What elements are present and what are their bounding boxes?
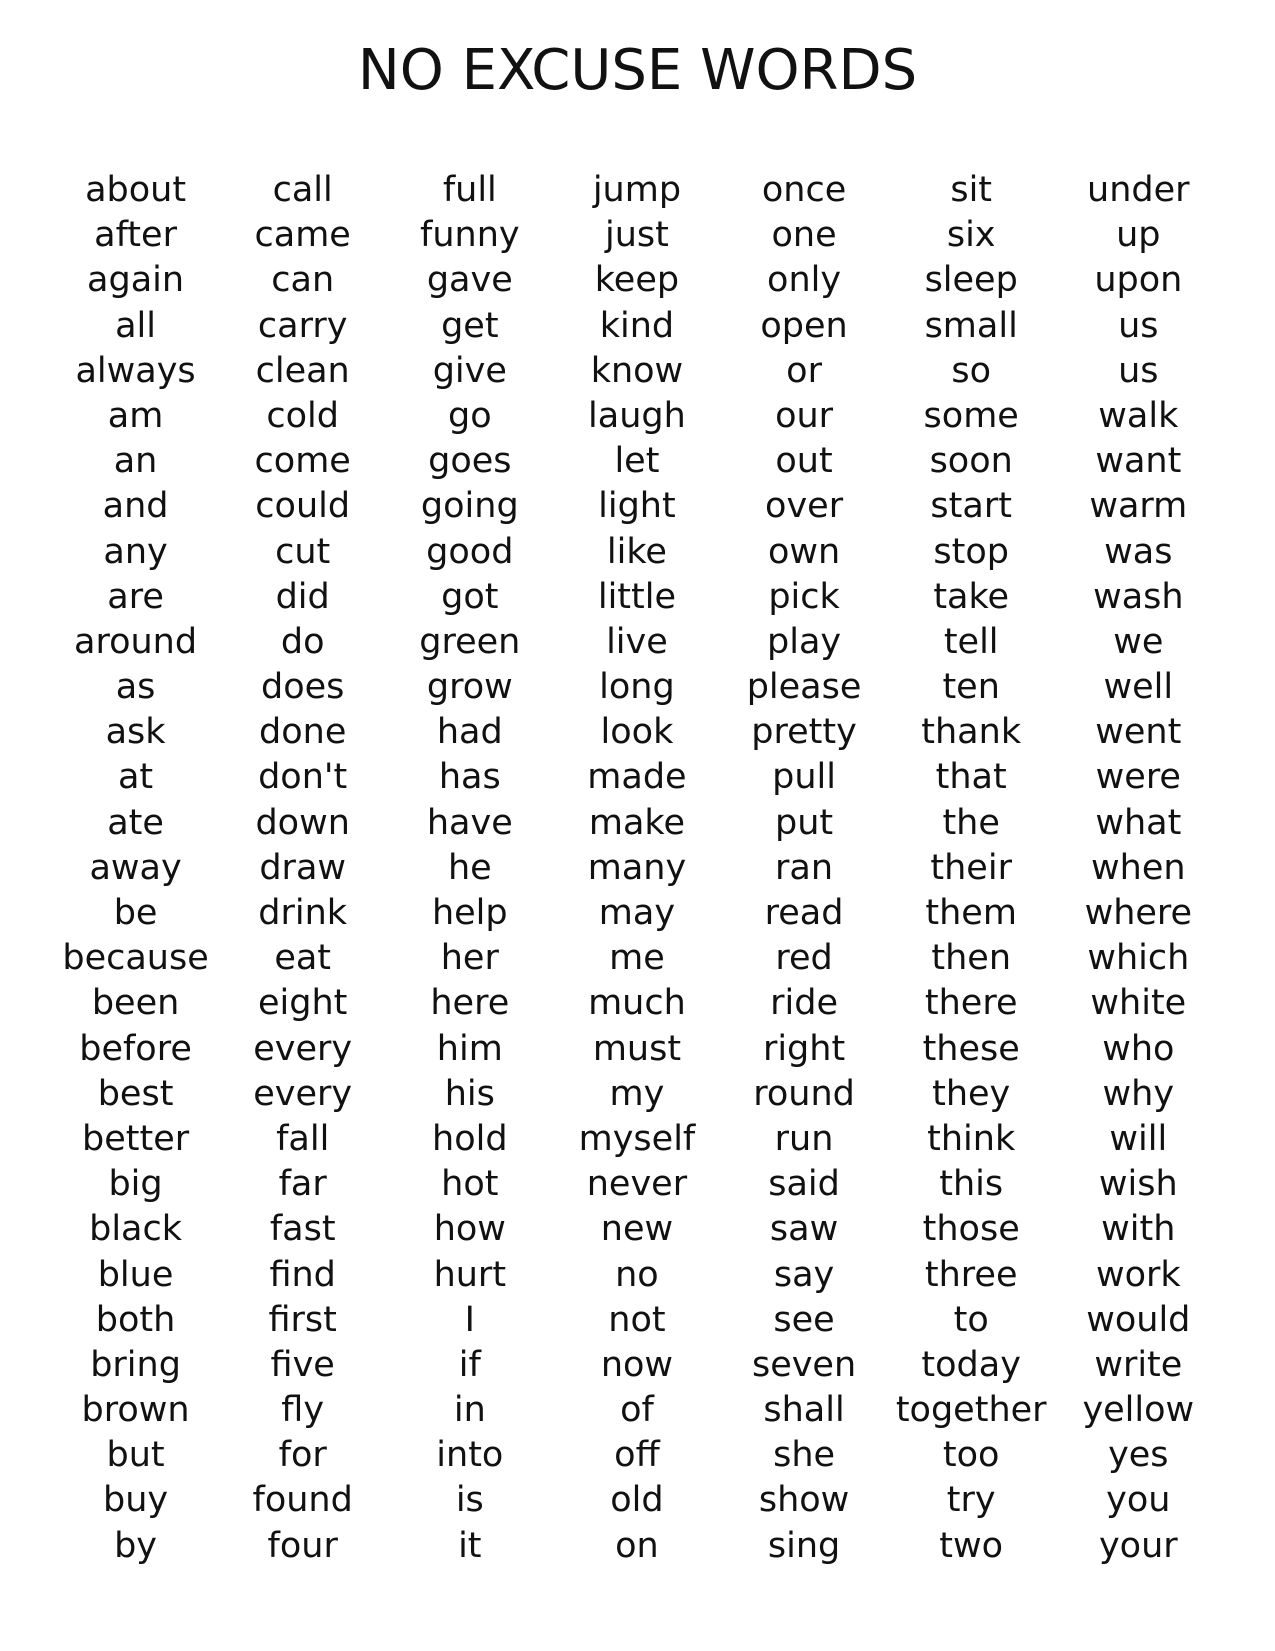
word-item: gave <box>426 260 513 301</box>
word-item: will <box>1109 1118 1168 1159</box>
word-item: with <box>1101 1209 1176 1250</box>
word-item: any <box>103 531 168 572</box>
word-item: brown <box>81 1390 190 1431</box>
word-item: ten <box>942 667 1000 708</box>
word-item: am <box>107 395 164 436</box>
word-item: well <box>1103 667 1174 708</box>
word-item: done <box>259 712 347 753</box>
word-item: together <box>895 1390 1047 1431</box>
word-item: grow <box>426 667 513 708</box>
word-item: this <box>939 1164 1004 1205</box>
word-item: live <box>606 621 668 662</box>
word-item: our <box>775 395 834 436</box>
word-item: red <box>775 938 833 979</box>
word-item: draw <box>259 847 347 888</box>
word-item: me <box>609 938 665 979</box>
word-item: laugh <box>588 395 686 436</box>
word-item: where <box>1084 893 1193 933</box>
word-item: once <box>761 170 847 210</box>
word-item: I <box>464 1299 475 1340</box>
word-item: make <box>588 802 685 843</box>
word-item: right <box>762 1028 846 1069</box>
word-item: going <box>420 486 519 527</box>
word-item: show <box>758 1480 850 1521</box>
word-item: now <box>600 1344 674 1385</box>
word-item: say <box>773 1254 835 1295</box>
word-item: all <box>115 305 157 346</box>
word-grid <box>52 168 1222 1569</box>
word-item: again <box>87 260 185 301</box>
word-item: of <box>620 1390 654 1431</box>
word-item: clean <box>255 350 350 391</box>
word-item: after <box>94 215 177 256</box>
word-item: my <box>609 1073 665 1114</box>
word-item: came <box>254 215 351 256</box>
word-item: never <box>586 1164 688 1205</box>
word-item: goes <box>428 441 512 482</box>
word-item: down <box>255 802 350 843</box>
word-item: always <box>75 350 196 391</box>
word-item: read <box>764 893 844 933</box>
word-item: what <box>1095 802 1182 843</box>
word-item: old <box>610 1480 664 1521</box>
word-item: on <box>615 1525 659 1566</box>
word-item: five <box>270 1344 335 1385</box>
word-item: can <box>271 260 335 301</box>
word-item: because <box>62 938 209 979</box>
word-item: yes <box>1108 1435 1169 1476</box>
word-item: ride <box>770 983 838 1024</box>
word-item: every <box>253 1028 353 1069</box>
word-item: full <box>442 170 497 210</box>
word-item: them <box>925 893 1017 933</box>
word-item: does <box>260 667 345 708</box>
word-item: soon <box>929 441 1013 482</box>
word-item: start <box>930 486 1012 527</box>
word-item: is <box>455 1480 484 1521</box>
word-item: the <box>942 802 1000 843</box>
word-item: look <box>600 712 674 753</box>
word-item: jump <box>592 170 682 210</box>
word-item: by <box>114 1525 158 1566</box>
word-item: thank <box>921 712 1022 753</box>
word-item: been <box>91 983 180 1024</box>
word-item: cut <box>275 531 331 572</box>
word-item: went <box>1095 712 1182 753</box>
word-item: only <box>767 260 842 301</box>
word-item: fast <box>269 1209 336 1250</box>
word-item: let <box>614 441 660 482</box>
word-item: bring <box>90 1344 181 1385</box>
word-item: carry <box>257 305 348 346</box>
word-item: today <box>921 1344 1021 1385</box>
word-item: under <box>1087 170 1190 210</box>
word-item: eight <box>257 983 348 1024</box>
word-item: their <box>930 847 1012 888</box>
word-item: so <box>951 350 992 391</box>
word-item: not <box>608 1299 666 1340</box>
word-item: buy <box>103 1480 169 1521</box>
word-item: had <box>436 712 503 753</box>
word-item: your <box>1098 1525 1178 1566</box>
word-item: if <box>458 1344 481 1385</box>
word-item: four <box>267 1525 338 1566</box>
word-item: why <box>1102 1073 1175 1114</box>
word-item: his <box>444 1073 495 1114</box>
word-item: wish <box>1098 1164 1178 1205</box>
word-item: who <box>1102 1028 1175 1069</box>
word-item: when <box>1091 847 1186 888</box>
word-item: new <box>600 1209 674 1250</box>
word-item: ask <box>105 712 166 753</box>
word-item: him <box>436 1028 503 1069</box>
word-item: see <box>773 1299 835 1340</box>
word-item: into <box>436 1435 504 1476</box>
word-item: wash <box>1093 576 1184 617</box>
word-item: take <box>933 576 1010 617</box>
word-item: come <box>254 441 351 482</box>
word-item: he <box>447 847 492 888</box>
word-item: but <box>106 1435 165 1476</box>
word-item: open <box>760 305 848 346</box>
word-item: better <box>82 1118 190 1159</box>
word-item: pick <box>768 576 840 617</box>
word-item: us <box>1118 305 1159 346</box>
word-item: many <box>587 847 687 888</box>
word-item: here <box>430 983 510 1024</box>
word-item: long <box>599 667 675 708</box>
word-item: just <box>605 215 669 256</box>
word-item: she <box>773 1435 836 1476</box>
word-item: three <box>924 1254 1018 1295</box>
word-item: around <box>74 621 198 662</box>
word-item: sleep <box>924 260 1018 301</box>
word-item: over <box>765 486 844 527</box>
word-item: seven <box>751 1344 857 1385</box>
word-item: then <box>931 938 1011 979</box>
word-item: best <box>97 1073 174 1114</box>
word-item: light <box>598 486 676 527</box>
word-item: was <box>1104 531 1173 572</box>
word-item: get <box>441 305 499 346</box>
word-item: like <box>606 531 667 572</box>
word-item: give <box>432 350 507 391</box>
word-item: eat <box>274 938 332 979</box>
word-item: were <box>1095 757 1181 798</box>
word-item: off <box>614 1435 660 1476</box>
word-item: which <box>1087 938 1190 979</box>
word-item: too <box>942 1435 1000 1476</box>
word-item: upon <box>1094 260 1183 301</box>
word-item: own <box>767 531 841 572</box>
page-title: NO EXCUSE WORDS <box>357 38 918 103</box>
word-item: at <box>117 757 154 798</box>
word-item: black <box>89 1209 183 1250</box>
word-item: warm <box>1089 486 1188 527</box>
word-item: about <box>85 170 187 210</box>
word-item: big <box>108 1164 163 1205</box>
word-item: put <box>775 802 834 843</box>
word-item: got <box>441 576 499 617</box>
word-item: these <box>922 1028 1020 1069</box>
word-item: sing <box>767 1525 841 1566</box>
word-item: hold <box>432 1118 508 1159</box>
word-item: hurt <box>433 1254 507 1295</box>
word-item: found <box>252 1480 353 1521</box>
word-item: myself <box>578 1118 696 1159</box>
word-item: have <box>426 802 513 843</box>
word-item: and <box>102 486 169 527</box>
word-item: how <box>433 1209 506 1250</box>
word-item: help <box>431 893 508 933</box>
word-item: one <box>771 215 837 256</box>
word-item: stop <box>933 531 1009 572</box>
word-item: made <box>587 757 687 798</box>
word-item: may <box>598 893 676 933</box>
word-item: we <box>1113 621 1164 662</box>
word-item: must <box>592 1028 682 1069</box>
word-item: before <box>79 1028 192 1069</box>
word-item: find <box>269 1254 336 1295</box>
word-item: don't <box>258 757 348 798</box>
word-item: call <box>272 170 333 210</box>
word-item: go <box>447 395 492 436</box>
word-item: be <box>113 893 158 933</box>
word-item: fly <box>281 1390 325 1431</box>
word-item: every <box>253 1073 353 1114</box>
word-item: good <box>426 531 514 572</box>
word-item: pull <box>772 757 836 798</box>
word-item: six <box>946 215 996 256</box>
word-item: an <box>113 441 158 482</box>
word-item: much <box>588 983 686 1024</box>
word-item: write <box>1094 1344 1183 1385</box>
word-item: yellow <box>1082 1390 1195 1431</box>
word-item: white <box>1090 983 1187 1024</box>
word-item: it <box>458 1525 482 1566</box>
word-item: try <box>946 1480 996 1521</box>
word-item: play <box>767 621 842 662</box>
word-item: that <box>935 757 1007 798</box>
word-item: in <box>453 1390 486 1431</box>
word-item: to <box>953 1299 989 1340</box>
word-item: both <box>95 1299 176 1340</box>
word-item: run <box>774 1118 834 1159</box>
word-item: little <box>597 576 677 617</box>
word-item: ate <box>107 802 164 843</box>
word-item: do <box>280 621 325 662</box>
word-item: fall <box>276 1118 330 1159</box>
word-item: blue <box>97 1254 174 1295</box>
word-item: kind <box>599 305 675 346</box>
word-item: please <box>746 667 862 708</box>
word-item: first <box>268 1299 337 1340</box>
word-item: want <box>1095 441 1182 482</box>
word-item: two <box>939 1525 1004 1566</box>
word-item: are <box>107 576 164 617</box>
word-item: did <box>275 576 330 617</box>
word-item: her <box>440 938 499 979</box>
word-item: no <box>615 1254 659 1295</box>
word-item: as <box>115 667 156 708</box>
word-item: small <box>924 305 1018 346</box>
word-item: some <box>923 395 1019 436</box>
word-item: or <box>786 350 822 391</box>
word-item: green <box>419 621 521 662</box>
word-item: those <box>922 1209 1020 1250</box>
word-item: you <box>1106 1480 1171 1521</box>
word-item: tell <box>943 621 999 662</box>
word-item: up <box>1116 215 1161 256</box>
word-item: out <box>775 441 833 482</box>
word-item: they <box>932 1073 1011 1114</box>
word-item: hot <box>441 1164 499 1205</box>
word-item: away <box>89 847 182 888</box>
word-item: shall <box>763 1390 845 1431</box>
word-item: has <box>438 757 501 798</box>
word-item: drink <box>258 893 348 933</box>
word-item: funny <box>420 215 520 256</box>
word-item: us <box>1118 350 1159 391</box>
word-item: sit <box>950 170 993 210</box>
word-item: there <box>924 983 1018 1024</box>
word-item: would <box>1086 1299 1191 1340</box>
word-item: think <box>927 1118 1016 1159</box>
word-item: could <box>255 486 351 527</box>
word-item: ran <box>775 847 834 888</box>
word-item: cold <box>266 395 339 436</box>
word-item: walk <box>1098 395 1179 436</box>
word-item: round <box>753 1073 855 1114</box>
word-item: keep <box>594 260 680 301</box>
word-item: know <box>590 350 684 391</box>
word-item: for <box>278 1435 327 1476</box>
word-item: said <box>768 1164 840 1205</box>
word-item: saw <box>769 1209 839 1250</box>
word-item: far <box>278 1164 327 1205</box>
word-item: pretty <box>751 712 857 753</box>
word-item: work <box>1095 1254 1181 1295</box>
